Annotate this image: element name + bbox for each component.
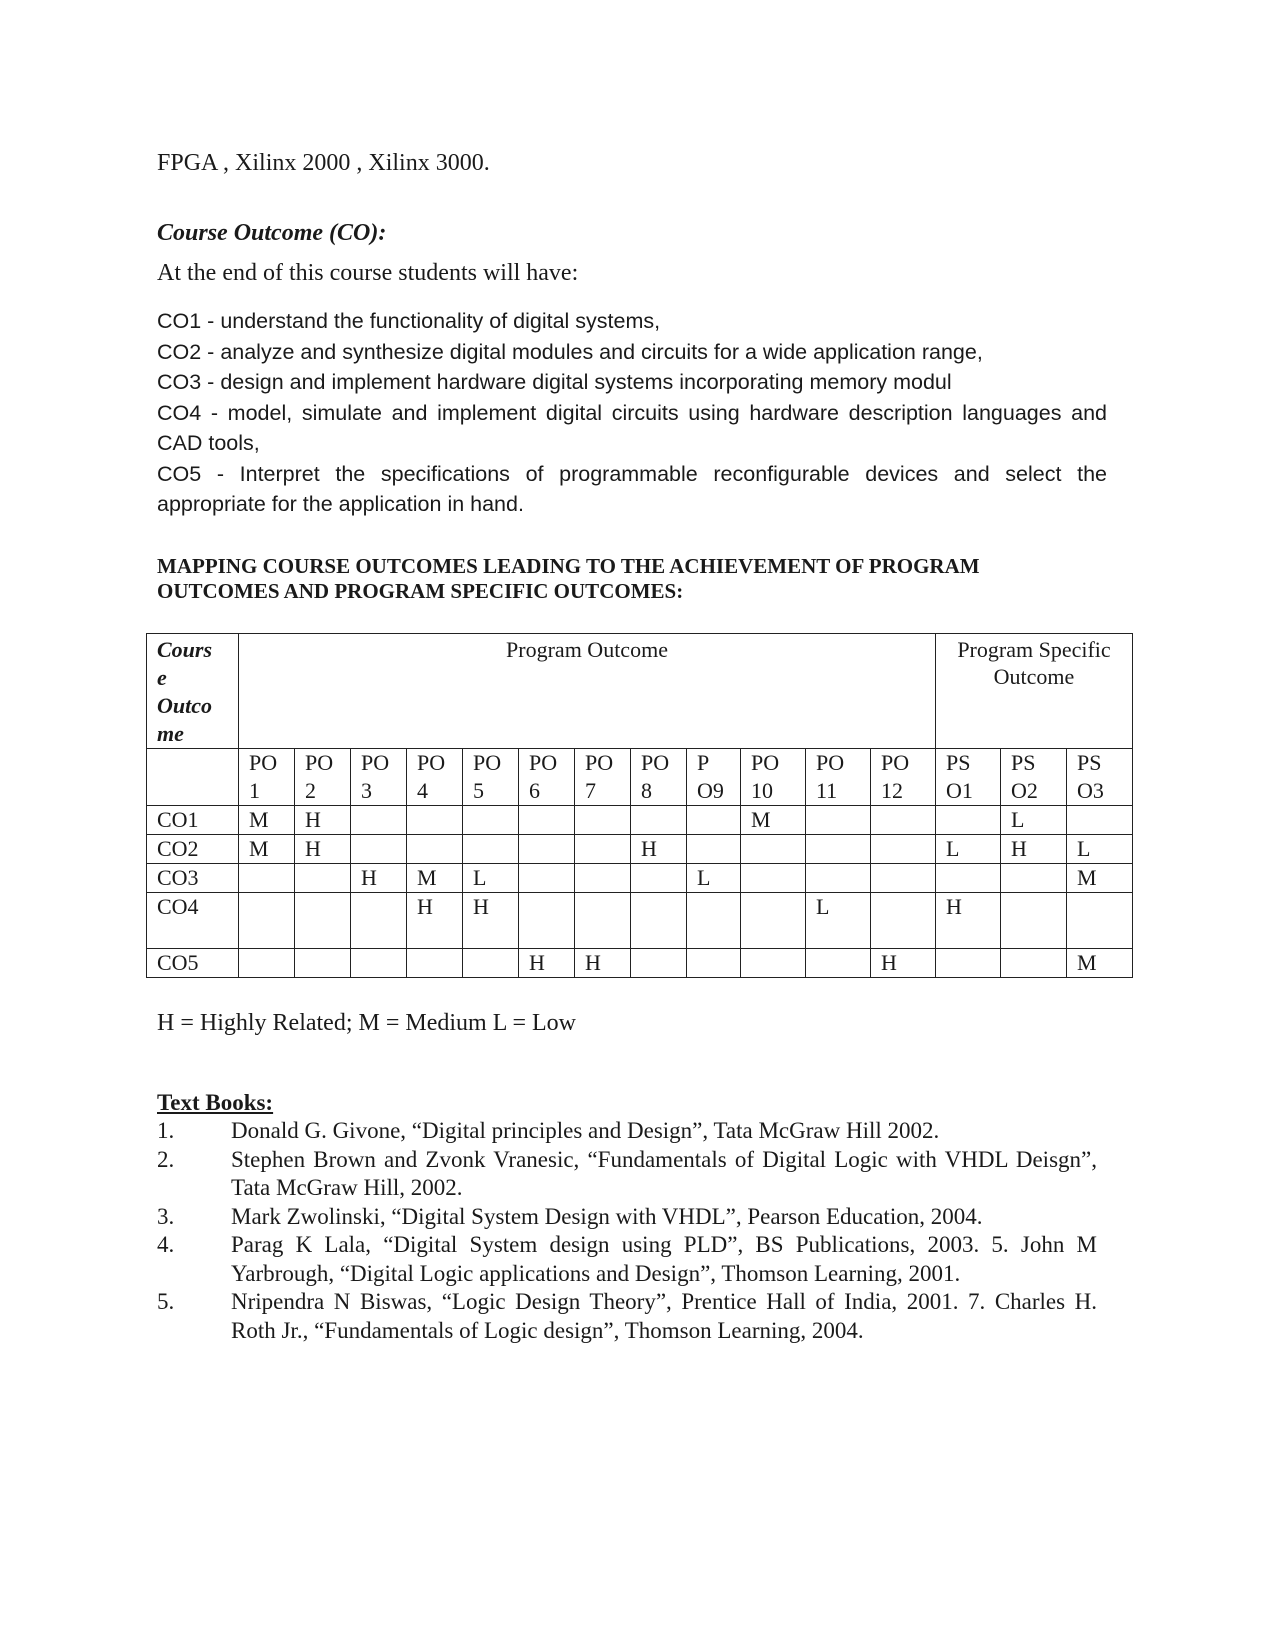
- table-cell: [871, 893, 936, 949]
- column-header-fragment: 12: [881, 778, 903, 803]
- table-cell: [936, 806, 1001, 835]
- table-cell: [407, 806, 463, 835]
- course-outcome-intro: At the end of this course students will have:: [157, 260, 579, 286]
- table-cell: [631, 893, 687, 949]
- column-header-fragment: PO: [881, 750, 910, 775]
- table-cell: [631, 949, 687, 978]
- table-cell: [806, 806, 871, 835]
- table-cell: [806, 949, 871, 978]
- column-header: [239, 749, 295, 806]
- column-header-fragment: PO: [361, 750, 390, 775]
- column-header-fragment: PO: [751, 750, 780, 775]
- table-cell: H: [1001, 835, 1067, 864]
- table-row: [147, 835, 1133, 864]
- course-outcome-heading: Course Outcome (CO):: [157, 220, 387, 246]
- table-cell: [295, 949, 351, 978]
- table-cell: H: [519, 949, 575, 978]
- column-header-fragment: O9: [697, 778, 724, 803]
- list-item-number: 1.: [157, 1118, 175, 1143]
- column-header: [407, 749, 463, 806]
- row-label: CO5: [147, 949, 239, 978]
- list-item-number: 5.: [157, 1289, 175, 1314]
- column-header: [575, 749, 631, 806]
- table-cell: [741, 893, 806, 949]
- table-cell: [147, 749, 239, 806]
- column-header-fragment: PO: [249, 750, 278, 775]
- table-cell: [741, 864, 806, 893]
- table-cell: H: [936, 893, 1001, 949]
- table-cell: L: [463, 864, 519, 893]
- list-item-number: 4.: [157, 1232, 175, 1257]
- corner-label-fragment: me: [157, 721, 184, 746]
- column-header: [871, 749, 936, 806]
- table-cell: [351, 835, 407, 864]
- table-cell: [936, 864, 1001, 893]
- table-cell: [1001, 949, 1067, 978]
- table-cell: [407, 835, 463, 864]
- table-cell: [1001, 864, 1067, 893]
- list-item-text: Nripendra N Biswas, “Logic Design Theory”, Prentice Hall of India, 2001. 7. Charles H. Roth Jr., “Fundamentals of Logic design”, Thomson Learning, 2004.: [231, 1289, 1097, 1343]
- table-cell: [575, 893, 631, 949]
- outcome-mapping-table: [146, 633, 1133, 978]
- column-header-fragment: 8: [641, 778, 652, 803]
- table-cell: [295, 864, 351, 893]
- table-row: [147, 893, 1133, 949]
- row-label: CO2: [147, 835, 239, 864]
- corner-label-fragment: Cours: [157, 637, 213, 662]
- table-cell: [407, 949, 463, 978]
- table-cell: [1067, 806, 1133, 835]
- table-cell: [1067, 893, 1133, 949]
- column-header-fragment: 4: [417, 778, 428, 803]
- column-header: [463, 749, 519, 806]
- column-header-fragment: PS: [946, 750, 971, 775]
- table-cell: H: [407, 893, 463, 949]
- table-cell: [631, 864, 687, 893]
- table-cell: [575, 835, 631, 864]
- table-cell: [806, 864, 871, 893]
- table-cell: [351, 806, 407, 835]
- column-header-fragment: PO: [473, 750, 502, 775]
- column-header: [295, 749, 351, 806]
- table-cell: [687, 835, 741, 864]
- table-cell: [239, 893, 295, 949]
- table-cell: M: [407, 864, 463, 893]
- table-cell: H: [575, 949, 631, 978]
- list-item-text: Parag K Lala, “Digital System design using PLD”, BS Publications, 2003. 5. John M Yarbrough, “Digital Logic applications and Design”, Thomson Learning, 2001.: [231, 1232, 1097, 1286]
- column-header: [1001, 749, 1067, 806]
- column-header-fragment: PO: [305, 750, 334, 775]
- program-specific-outcome-header: Program Specific Outcome: [936, 634, 1133, 749]
- table-cell: [295, 893, 351, 949]
- table-header-row: [147, 634, 1133, 749]
- list-item: [157, 1231, 1097, 1288]
- column-header: [741, 749, 806, 806]
- table-cell: [687, 806, 741, 835]
- table-cell: [631, 806, 687, 835]
- table-cell: H: [463, 893, 519, 949]
- corner-label-fragment: e: [157, 665, 167, 690]
- column-header: [631, 749, 687, 806]
- table-cell: [351, 949, 407, 978]
- course-outcome-list: [157, 306, 1107, 520]
- column-header-fragment: 3: [361, 778, 372, 803]
- table-cell: [239, 864, 295, 893]
- corner-label-fragment: Outco: [157, 693, 212, 718]
- column-header-fragment: PS: [1011, 750, 1036, 775]
- table-cell: [463, 835, 519, 864]
- table-row: [147, 949, 1133, 978]
- course-outcome-item: CO4 - model, simulate and implement digital circuits using hardware description languages and CAD tools,: [157, 400, 1107, 455]
- table-cell: H: [351, 864, 407, 893]
- column-header-fragment: PO: [417, 750, 446, 775]
- text-books-list: [157, 1117, 1097, 1345]
- list-item-text: Stephen Brown and Zvonk Vranesic, “Fundamentals of Digital Logic with VHDL Deisgn”, Tata McGraw Hill, 2002.: [231, 1146, 1097, 1200]
- column-header: [1067, 749, 1133, 806]
- column-header: [936, 749, 1001, 806]
- table-cell: L: [687, 864, 741, 893]
- table-cell: [741, 949, 806, 978]
- table-cell: L: [806, 893, 871, 949]
- table-cell: [519, 835, 575, 864]
- column-header-fragment: PS: [1077, 750, 1102, 775]
- table-cell: [351, 893, 407, 949]
- course-outcome-item: CO5 - Interpret the specifications of programmable reconfigurable devices and select the appropriate for the application in hand.: [157, 461, 1107, 516]
- table-cell: H: [295, 806, 351, 835]
- intro-line: FPGA , Xilinx 2000 , Xilinx 3000.: [157, 150, 490, 176]
- list-item-text: Donald G. Givone, “Digital principles and Design”, Tata McGraw Hill 2002.: [231, 1118, 940, 1143]
- table-cell: H: [631, 835, 687, 864]
- column-header-fragment: 5: [473, 778, 484, 803]
- column-header-fragment: PO: [641, 750, 670, 775]
- table-cell: M: [741, 806, 806, 835]
- column-header-fragment: O2: [1011, 778, 1038, 803]
- column-header-fragment: 10: [751, 778, 773, 803]
- text-books-heading: Text Books:: [157, 1090, 274, 1115]
- table-cell: [871, 806, 936, 835]
- table-cell: M: [239, 806, 295, 835]
- mapping-heading: MAPPING COURSE OUTCOMES LEADING TO THE ACHIEVEMENT OF PROGRAM OUTCOMES AND PROGRAM SPECIFIC OUTCOMES:: [157, 554, 980, 603]
- column-header-fragment: PO: [585, 750, 614, 775]
- list-item: [157, 1203, 1097, 1232]
- table-cell: [687, 949, 741, 978]
- rating-legend: H = Highly Related; M = Medium L = Low: [157, 1010, 577, 1036]
- column-header-fragment: 6: [529, 778, 540, 803]
- program-outcome-header: Program Outcome: [239, 634, 936, 749]
- table-cell: M: [239, 835, 295, 864]
- table-cell: M: [1067, 949, 1133, 978]
- list-item-number: 3.: [157, 1203, 175, 1229]
- row-label: CO1: [147, 806, 239, 835]
- column-header-fragment: 7: [585, 778, 596, 803]
- table-cell: [463, 949, 519, 978]
- table-cell: [519, 893, 575, 949]
- list-item: [157, 1146, 1097, 1203]
- list-item-text: Mark Zwolinski, “Digital System Design with VHDL”, Pearson Education, 2004.: [231, 1203, 983, 1229]
- table-cell: L: [936, 835, 1001, 864]
- course-outcome-item: CO2 - analyze and synthesize digital modules and circuits for a wide application range,: [157, 339, 983, 364]
- table-row: [147, 806, 1133, 835]
- table-subheader-row: [147, 749, 1133, 806]
- course-outcome-column-header: [147, 634, 239, 749]
- column-header-fragment: 11: [816, 778, 838, 803]
- column-header-fragment: 2: [305, 778, 316, 803]
- table-cell: [519, 864, 575, 893]
- table-cell: [806, 835, 871, 864]
- column-header: [519, 749, 575, 806]
- table-cell: M: [1067, 864, 1133, 893]
- row-label: CO3: [147, 864, 239, 893]
- table-cell: L: [1001, 806, 1067, 835]
- table-cell: [936, 949, 1001, 978]
- table-row: [147, 864, 1133, 893]
- list-item-number: 2.: [157, 1146, 175, 1172]
- table-cell: [871, 835, 936, 864]
- table-cell: [687, 893, 741, 949]
- column-header: [351, 749, 407, 806]
- column-header-fragment: PO: [816, 750, 845, 775]
- column-header-fragment: P: [697, 750, 710, 775]
- column-header-fragment: 1: [249, 778, 260, 803]
- column-header: [806, 749, 871, 806]
- table-cell: [239, 949, 295, 978]
- table-cell: L: [1067, 835, 1133, 864]
- course-outcome-item: CO1 - understand the functionality of digital systems,: [157, 309, 661, 333]
- column-header: [687, 749, 741, 806]
- list-item: [157, 1117, 1097, 1146]
- table-cell: H: [295, 835, 351, 864]
- table-cell: [463, 806, 519, 835]
- column-header-fragment: O1: [946, 778, 973, 803]
- table-cell: [575, 806, 631, 835]
- table-cell: [871, 864, 936, 893]
- course-outcome-item: CO3 - design and implement hardware digital systems incorporating memory modul: [157, 370, 952, 394]
- table-cell: H: [871, 949, 936, 978]
- table-cell: [1001, 893, 1067, 949]
- table-cell: [519, 806, 575, 835]
- list-item: [157, 1288, 1097, 1345]
- column-header-fragment: PO: [529, 750, 558, 775]
- table-cell: [741, 835, 806, 864]
- row-label: CO4: [147, 893, 239, 949]
- table-cell: [575, 864, 631, 893]
- column-header-fragment: O3: [1077, 778, 1104, 803]
